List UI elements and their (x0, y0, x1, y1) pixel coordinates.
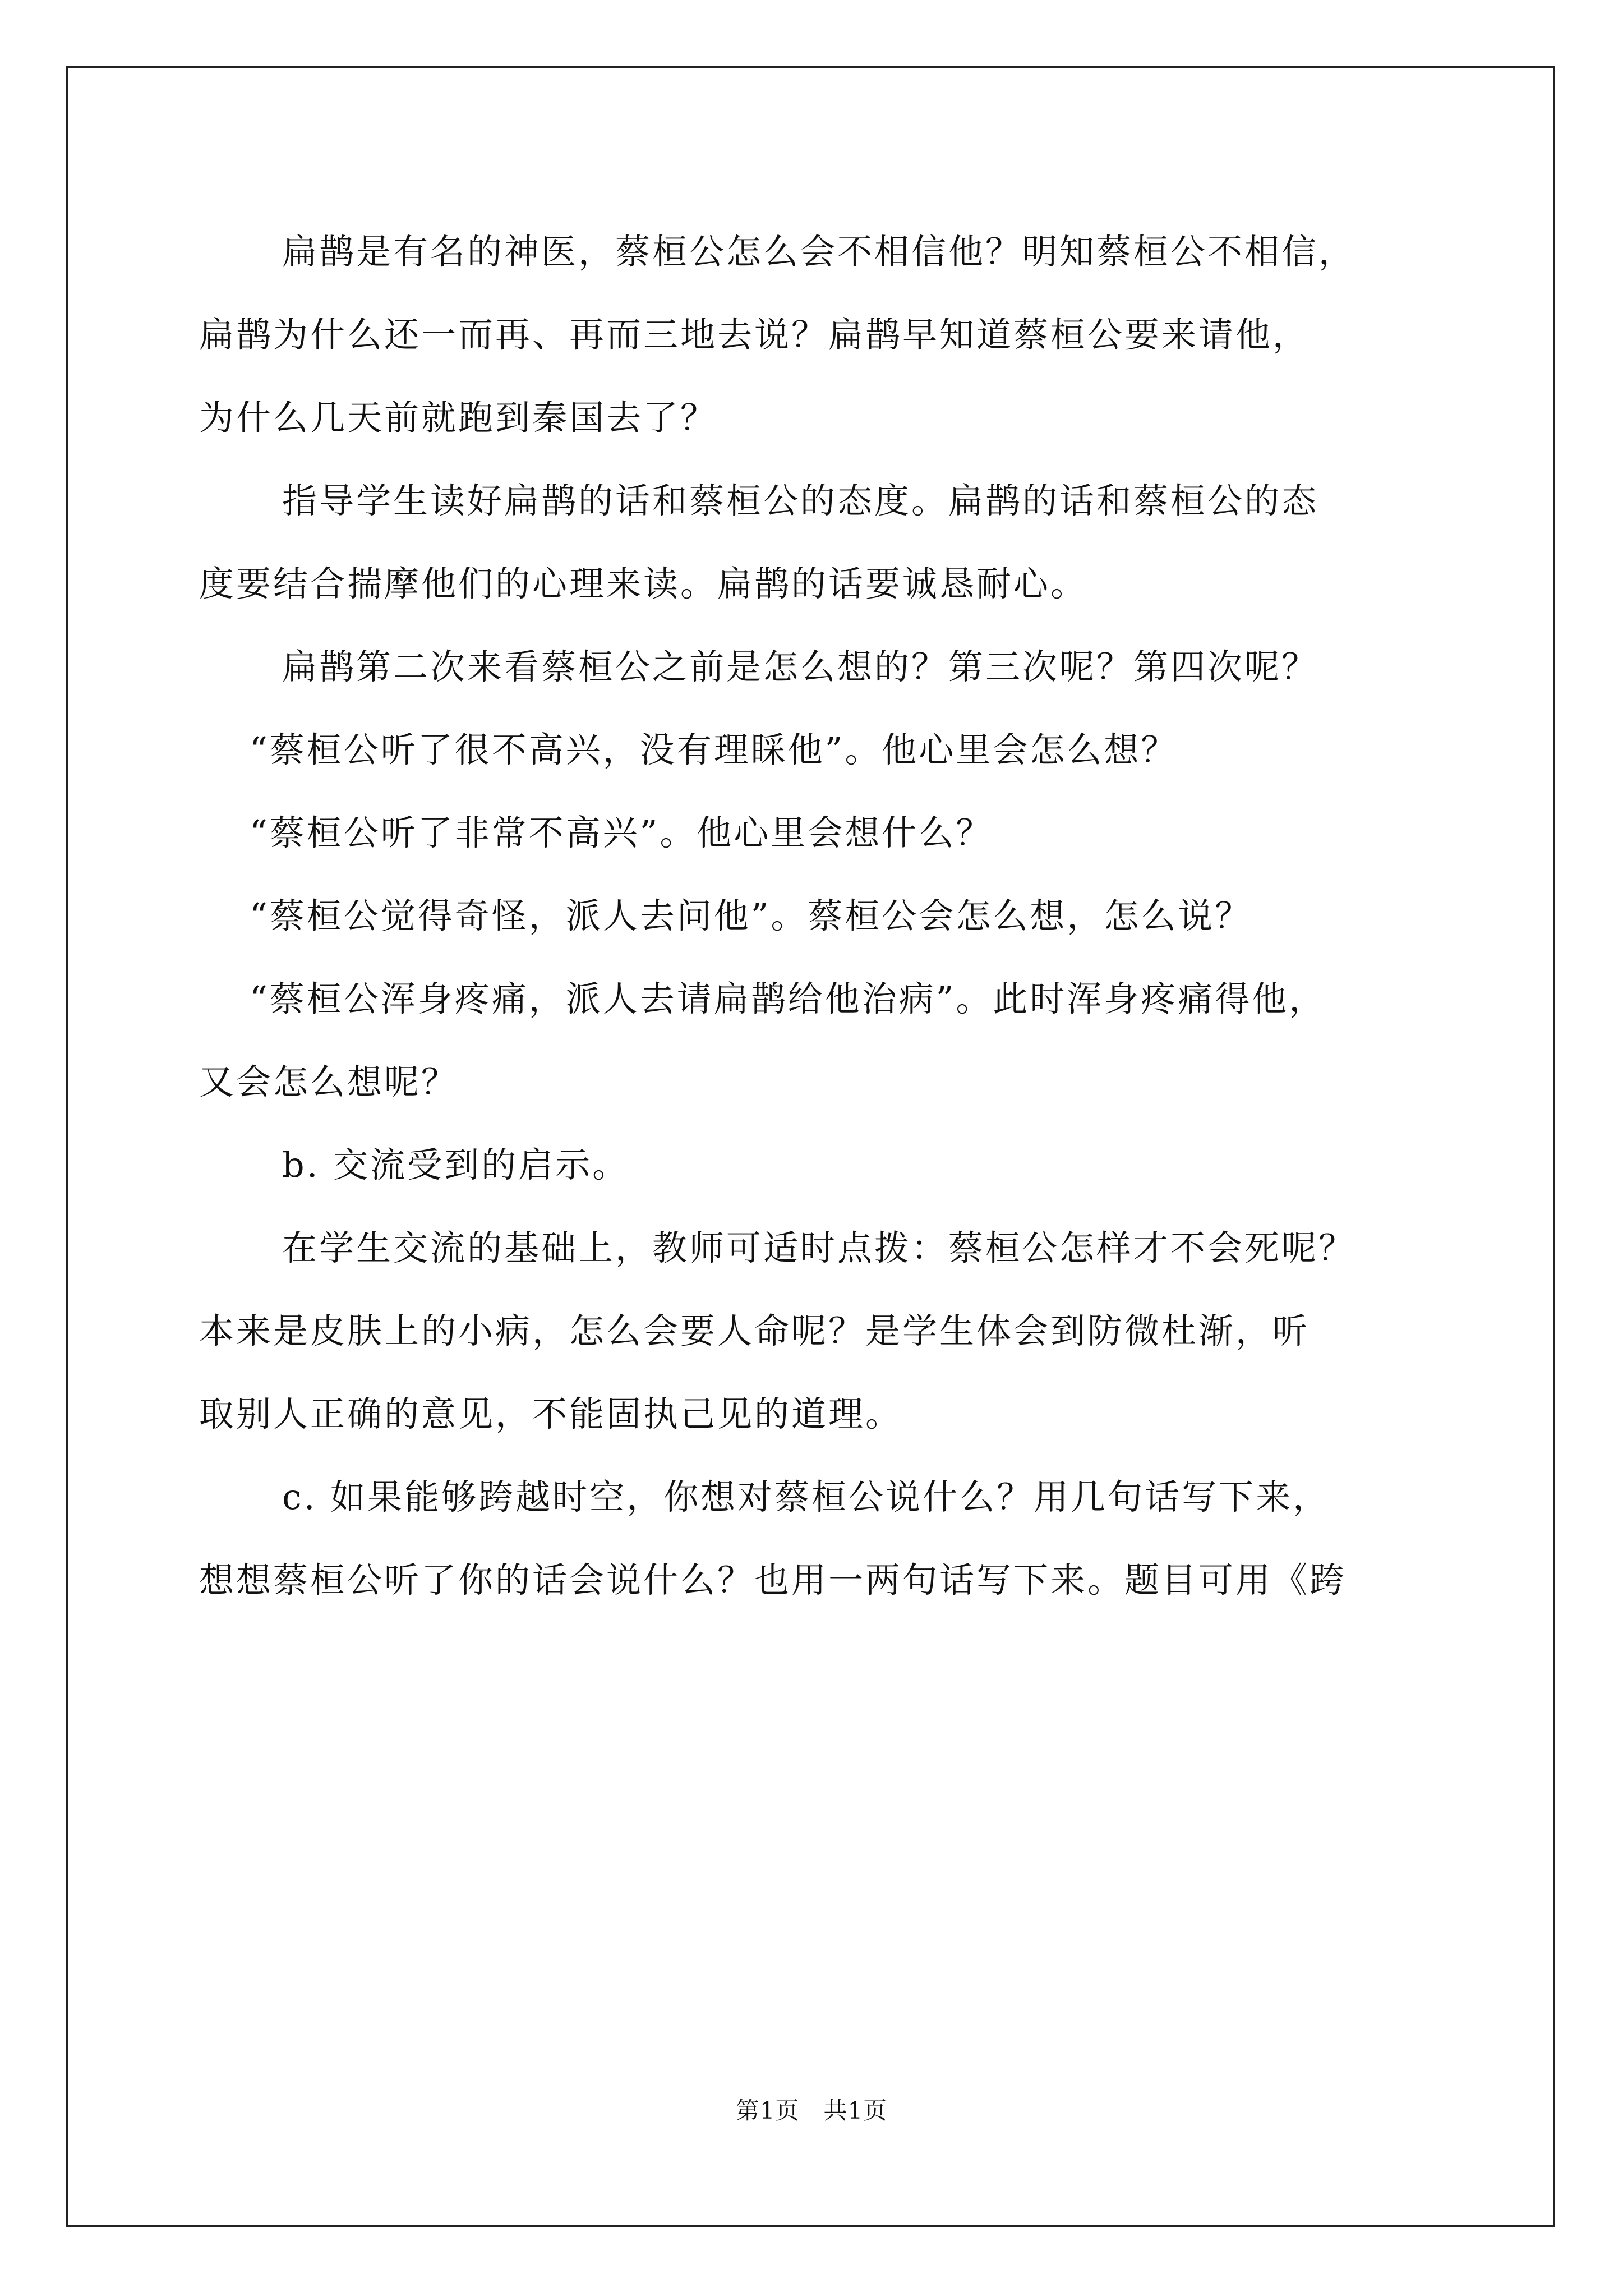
paragraph-1 (199, 210, 1455, 459)
text-line: 在学生交流的基础上，教师可适时点拨：蔡桓公怎样才不会死呢？ (282, 1227, 1356, 1268)
text-line: 为什么几天前就跑到秦国去了？ (199, 397, 718, 438)
text-line: 扁鹊第二次来看蔡桓公之前是怎么想的？第三次呢？第四次呢？ (282, 646, 1319, 687)
text-line: “蔡桓公听了非常不高兴”。他心里会想什么？ (250, 812, 993, 853)
text-line: 又会怎么想呢？ (199, 1061, 459, 1102)
paragraph-7 (199, 958, 1455, 1124)
text-line: “蔡桓公觉得奇怪，派人去问他”。蔡桓公会怎么想，怎么说？ (250, 895, 1252, 936)
text-line: 扁鹊为什么还一而再、再而三地去说？扁鹊早知道蔡桓公要来请他， (199, 314, 1310, 355)
text-line: “蔡桓公听了很不高兴，没有理睬他”。他心里会怎么想？ (250, 729, 1178, 770)
text-line: c. 如果能够跨越时空，你想对蔡桓公说什么？用几句话写下来， (282, 1476, 1330, 1517)
page-footer: 第1页 共1页 (735, 2097, 888, 2124)
text-line: 度要结合揣摩他们的心理来读。扁鹊的话要诚恳耐心。 (199, 563, 1088, 604)
paragraph-4 (199, 708, 1455, 792)
text-line: “蔡桓公浑身疼痛，派人去请扁鹊给他治病”。此时浑身疼痛得他， (250, 978, 1326, 1019)
text-line: 扁鹊是有名的神医，蔡桓公怎么会不相信他？明知蔡桓公不相信， (282, 231, 1356, 272)
document-body (199, 210, 1455, 1622)
text-line: 取别人正确的意见，不能固执己见的道理。 (199, 1393, 903, 1434)
paragraph-6 (199, 875, 1455, 958)
text-line: 本来是皮肤上的小病，怎么会要人命呢？是学生体会到防微杜渐，听 (199, 1310, 1310, 1351)
text-line: 指导学生读好扁鹊的话和蔡桓公的态度。扁鹊的话和蔡桓公的态 (282, 480, 1319, 521)
paragraph-9 (199, 1207, 1455, 1456)
paragraph-5 (199, 792, 1455, 875)
paragraph-8 (199, 1124, 1455, 1207)
paragraph-10 (199, 1456, 1455, 1622)
paragraph-2 (199, 459, 1455, 625)
paragraph-3 (199, 625, 1455, 708)
text-line: 想想蔡桓公听了你的话会说什么？也用一两句话写下来。题目可用《跨 (199, 1559, 1347, 1600)
text-line: b. 交流受到的启示。 (282, 1144, 630, 1185)
